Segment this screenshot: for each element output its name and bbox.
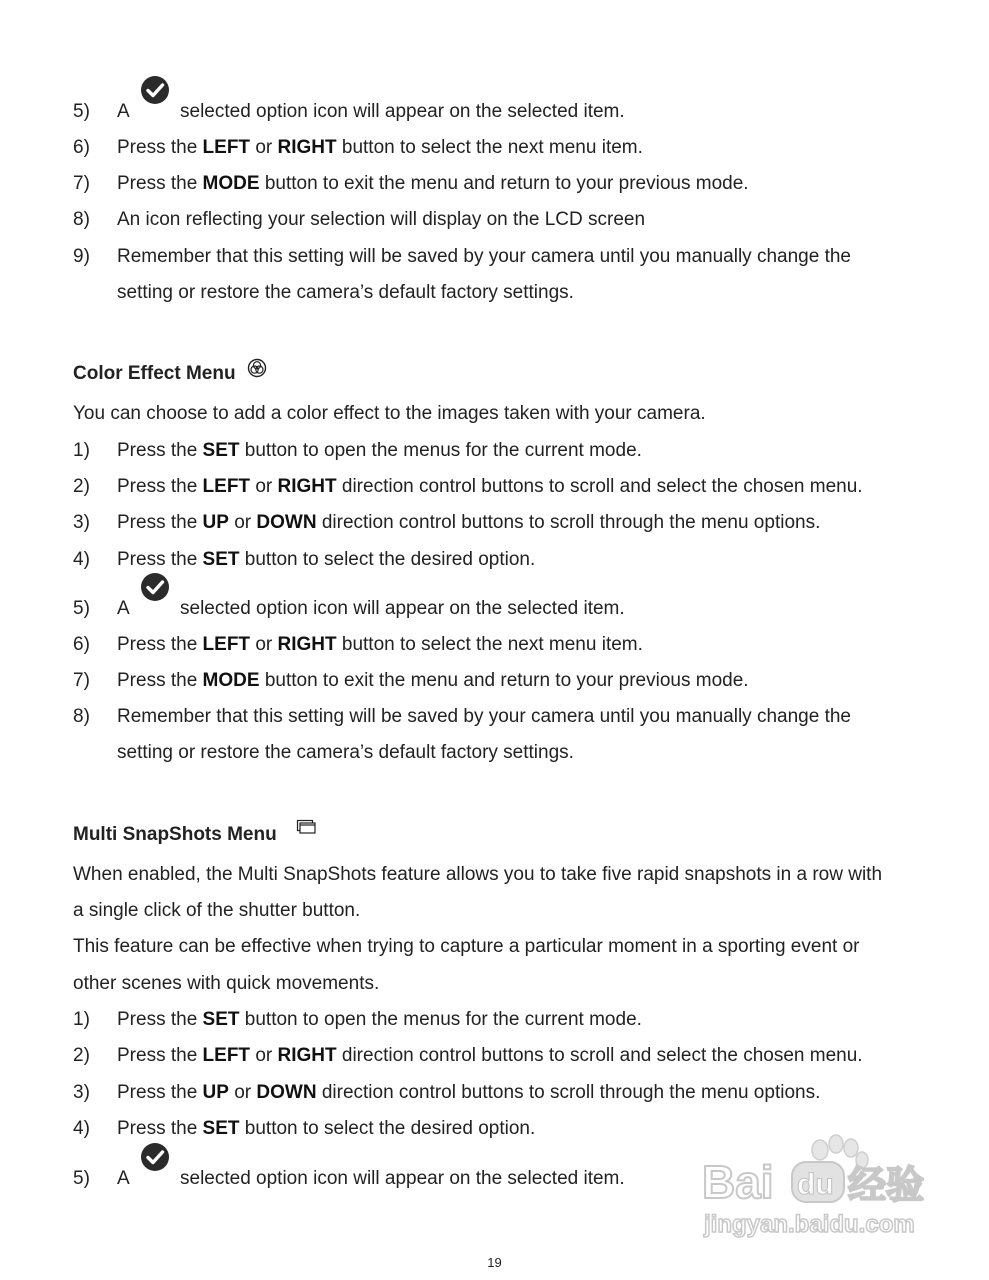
step-text: selected option icon will appear on the selected item. xyxy=(180,1168,625,1189)
step-number: 6) xyxy=(73,634,90,655)
step-text-line1: Remember that this setting will be saved by your camera until you manually change the xyxy=(117,246,851,267)
multi-snapshots-intro-1a: When enabled, the Multi SnapShots feature allows you to take five rapid snapshots in a row with xyxy=(73,864,883,885)
step-number: 5) xyxy=(73,101,90,122)
step-number: 2) xyxy=(73,476,90,497)
multi-snapshots-heading: Multi SnapShots Menu xyxy=(73,823,318,847)
step-text: Press the LEFT or RIGHT direction control buttons to scroll and select the chosen menu. xyxy=(117,476,863,497)
step-text-line2: setting or restore the camera’s default factory settings. xyxy=(117,282,574,303)
step-text: Press the MODE button to exit the menu and return to your previous mode. xyxy=(117,670,749,691)
step-number: 7) xyxy=(73,670,90,691)
step-text: An icon reflecting your selection will display on the LCD screen xyxy=(117,209,646,230)
step-text: Press the SET button to select the desired option. xyxy=(117,1118,536,1139)
step-text: Press the LEFT or RIGHT button to select the next menu item. xyxy=(117,137,643,158)
svg-text:du: du xyxy=(797,1168,834,1201)
color-effect-heading: Color Effect Menu xyxy=(73,362,267,386)
step-number: 6) xyxy=(73,137,90,158)
color-effect-icon xyxy=(247,358,267,378)
check-circle-icon xyxy=(140,1142,170,1172)
step-number: 5) xyxy=(73,1168,90,1189)
multi-snapshots-intro-2a: This feature can be effective when trying to capture a particular moment in a sporting event or xyxy=(73,936,860,957)
step-text: Press the UP or DOWN direction control buttons to scroll through the menu options. xyxy=(117,1082,821,1103)
check-circle-icon xyxy=(140,75,170,105)
step-number: 1) xyxy=(73,440,90,461)
step-number: 4) xyxy=(73,1118,90,1139)
multi-snapshots-intro-1b: a single click of the shutter button. xyxy=(73,900,361,921)
step-number: 5) xyxy=(73,598,90,619)
step-number: 2) xyxy=(73,1045,90,1066)
step-prefix: A xyxy=(117,1168,130,1189)
step-text: Press the SET button to open the menus for the current mode. xyxy=(117,440,642,461)
multi-snapshots-intro-2b: other scenes with quick movements. xyxy=(73,973,380,994)
step-number: 3) xyxy=(73,512,90,533)
step-number: 9) xyxy=(73,246,90,267)
color-effect-intro: You can choose to add a color effect to the images taken with your camera. xyxy=(73,403,706,424)
baidu-watermark-logo xyxy=(700,1132,935,1242)
step-text: selected option icon will appear on the selected item. xyxy=(180,598,625,619)
step-number: 3) xyxy=(73,1082,90,1103)
svg-text:Bai: Bai xyxy=(702,1156,774,1208)
step-number: 8) xyxy=(73,209,90,230)
svg-text:jingyan.baidu.com: jingyan.baidu.com xyxy=(704,1211,915,1238)
step-number: 4) xyxy=(73,549,90,570)
step-text: Press the LEFT or RIGHT button to select the next menu item. xyxy=(117,634,643,655)
page-number: 19 xyxy=(487,1255,502,1270)
step-prefix: A xyxy=(117,101,130,122)
step-text: Press the MODE button to exit the menu and return to your previous mode. xyxy=(117,173,749,194)
step-text: Press the SET button to open the menus for the current mode. xyxy=(117,1009,642,1030)
step-number: 7) xyxy=(73,173,90,194)
step-text: Press the LEFT or RIGHT direction control buttons to scroll and select the chosen menu. xyxy=(117,1045,863,1066)
svg-text:经验: 经验 xyxy=(848,1163,925,1207)
check-circle-icon xyxy=(140,572,170,602)
step-prefix: A xyxy=(117,598,130,619)
step-text-line2: setting or restore the camera’s default factory settings. xyxy=(117,742,574,763)
step-text: selected option icon will appear on the selected item. xyxy=(180,101,625,122)
step-text: Press the SET button to select the desired option. xyxy=(117,549,536,570)
step-number: 1) xyxy=(73,1009,90,1030)
step-number: 8) xyxy=(73,706,90,727)
step-text: Press the UP or DOWN direction control buttons to scroll through the menu options. xyxy=(117,512,821,533)
step-text-line1: Remember that this setting will be saved by your camera until you manually change the xyxy=(117,706,851,727)
multi-snapshot-icon xyxy=(296,819,318,837)
